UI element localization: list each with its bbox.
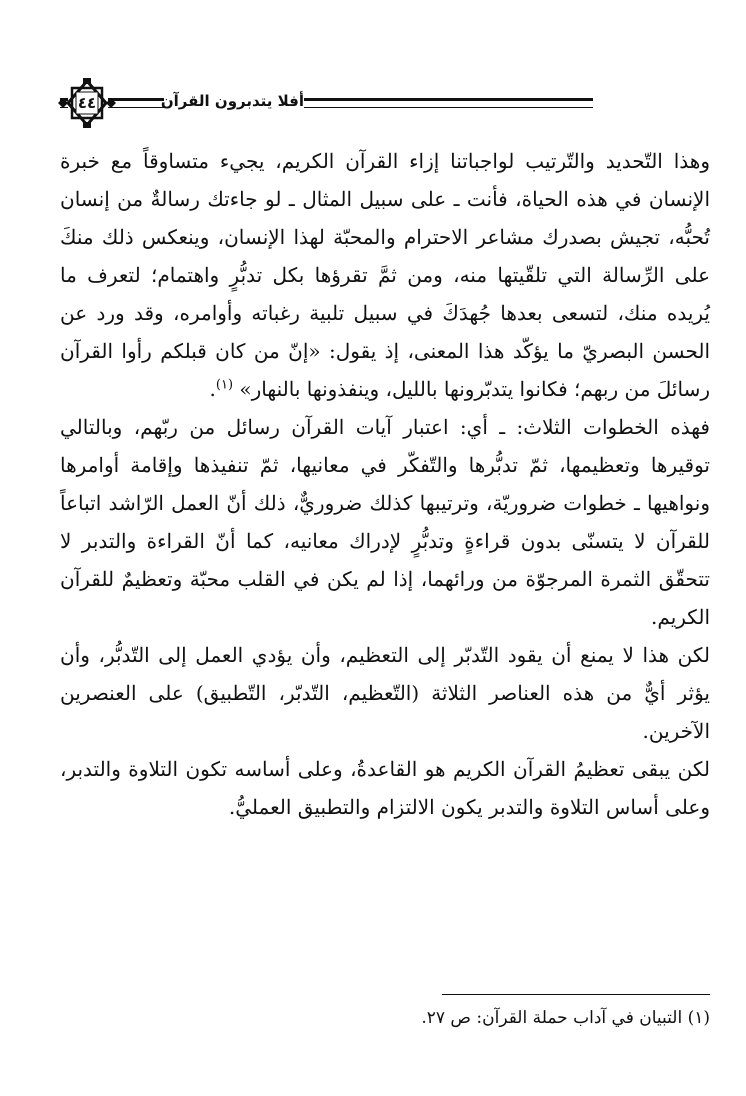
paragraph (60, 750, 710, 826)
footnote-reference: (١) (215, 377, 234, 393)
body-text (60, 142, 710, 826)
paragraph-text: لكن هذا لا يمنع أن يقود التّدبّر إلى التعظيم، وأن يؤدي العمل إلى التّدبُّر، وأن يؤثر أيٌّ من هذه العناصر الثلاثة (التّعظيم، التّدبّر، التّطبيق) على العنصرين الآخرين. (60, 643, 710, 743)
footnote-separator (442, 994, 710, 995)
footnote: (١) التبيان في آداب حملة القرآن: ص ٢٧. (421, 1008, 710, 1028)
paragraph-text: فهذه الخطوات الثلاث: ـ أي: اعتبار آيات القرآن رسائل من ربّهم، وبالتالي توقيرها وتعظيمها، ثمّ تدبُّرها والتّفكّر في معانيها، ثمّ تنفيذها وإقامة أوامرها ونواهيها ـ خطوات ضروريّة، وترتيبها كذلك ضروريٌّ، ذلك أنّ العمل الرّاشد اتباعاً للقرآن لا يتسنّى بدون قراءةٍ وتدبُّرٍ لإدراك معانيه، كما أنّ القراءة والتدبر لا تتحقّق الثمرة المرجوّة من ورائهما، إذا لم يكن في القلب محبّة وتعظيمٌ للقرآن الكريم. (60, 415, 710, 629)
paragraph-text: وهذا التّحديد والتّرتيب لواجباتنا إزاء القرآن الكريم، يجيء متساوقاً مع خبرة الإنسان في هذه الحياة، فأنت ـ على سبيل المثال ـ لو جاءتك رسالةٌ من إنسان تُحبُّه، تجيش بصدرك مشاعر الاحترام والمحبّة لهذا الإنسان، وينعكس ذلك منكَ على الرِّسالة التي تلقّيتها منه، ومن ثمَّ تقرؤها بكل تدبُّرٍ واهتمام؛ لتعرف ما يُريده منك، لتسعى بعدها جُهدَكَ في سبيل تلبية رغباته وأوامره، وقد ورد عن الحسن البصريّ ما يؤكّد هذا المعنى، إذ يقول: «إنّ من كان قبلكم رأوا القرآن رسائلَ من ربهم؛ فكانوا يتدبّرونها بالليل، وينفذونها بالنهار» (60, 149, 710, 401)
paragraph-text: لكن يبقى تعظيمُ القرآن الكريم هو القاعدةُ، وعلى أساسه تكون التلاوة والتدبر، وعلى أساس التلاوة والتدبر يكون الالتزام والتطبيق العمليُّ. (60, 757, 710, 819)
page-header (60, 78, 710, 128)
paragraph (60, 408, 710, 636)
paragraph (60, 142, 710, 408)
paragraph (60, 636, 710, 750)
page-number: ٤٤ (77, 94, 97, 112)
paragraph-end: . (209, 377, 216, 401)
running-title: أفلا يتدبرون القرآن (164, 84, 304, 118)
